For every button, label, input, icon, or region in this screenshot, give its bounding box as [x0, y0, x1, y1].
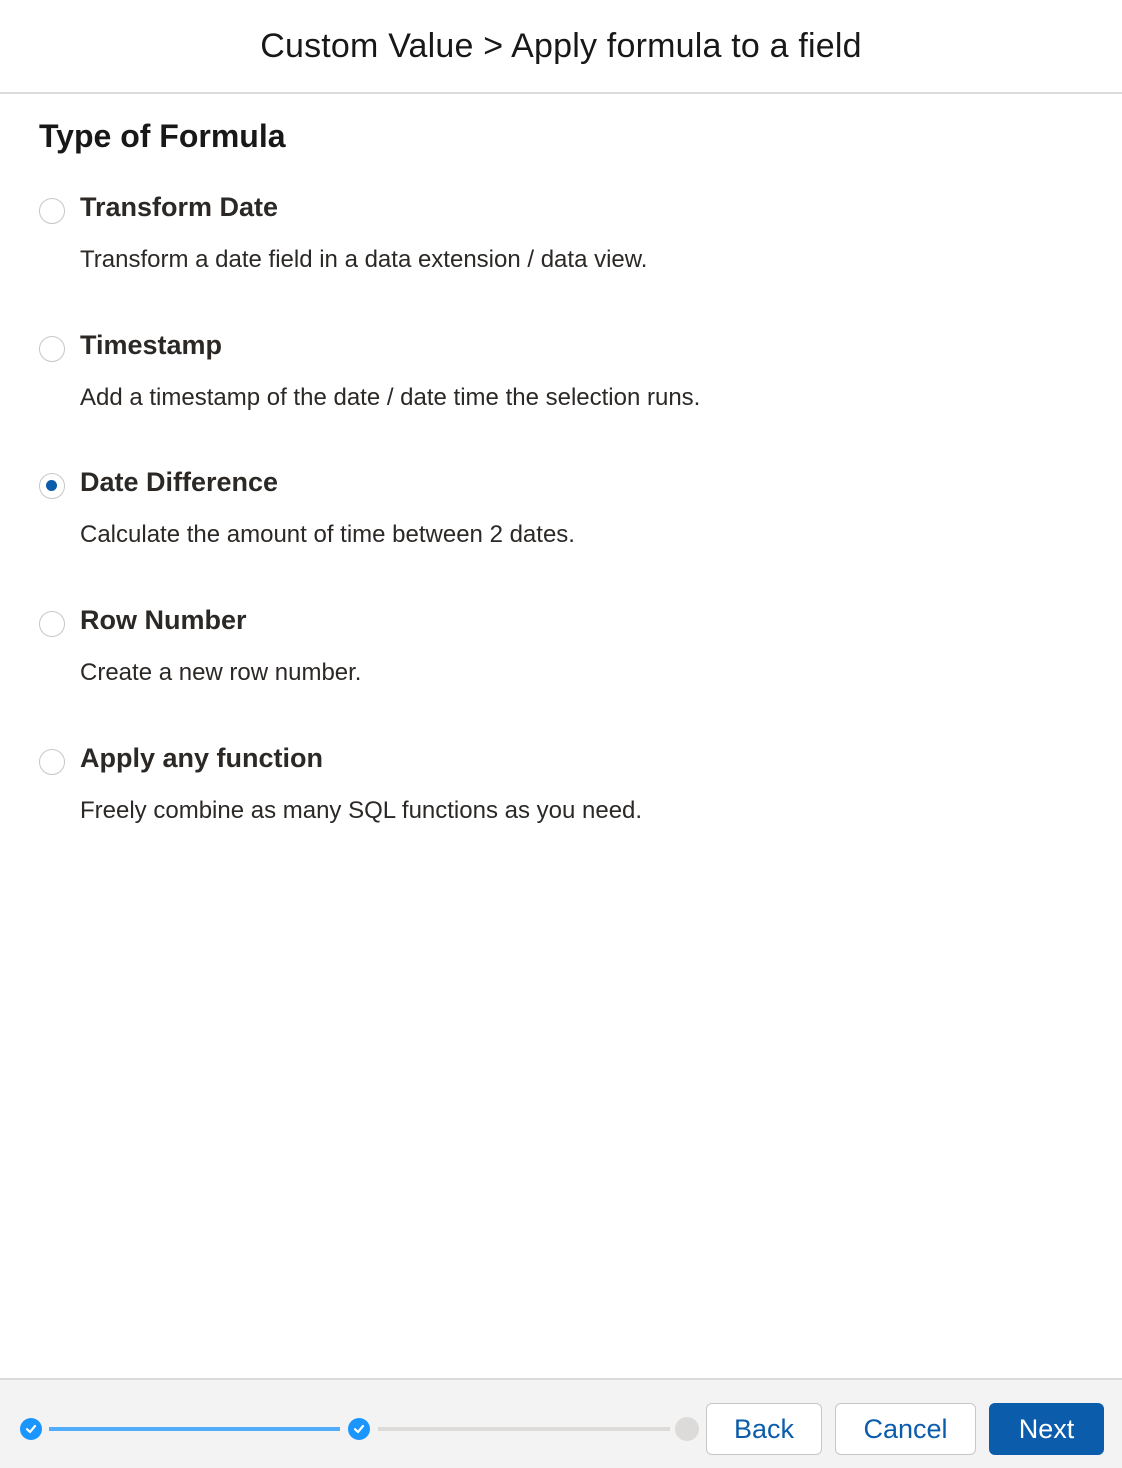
progress-step-3[interactable] — [675, 1417, 699, 1441]
progress-step-1[interactable] — [20, 1418, 42, 1440]
radio-transform-date[interactable] — [39, 198, 65, 224]
option-label[interactable]: Timestamp — [80, 330, 223, 360]
option-label[interactable]: Date Difference — [80, 467, 279, 497]
option-label[interactable]: Row Number — [80, 605, 247, 635]
section-title: Type of Formula — [39, 118, 286, 154]
radio-date-difference[interactable] — [39, 473, 65, 499]
option-description: Add a timestamp of the date / date time the selection runs. — [80, 384, 701, 411]
option-description: Calculate the amount of time between 2 dates. — [80, 521, 575, 548]
progress-step-2[interactable] — [348, 1418, 370, 1440]
modal-footer — [0, 1378, 1122, 1468]
check-icon — [352, 1422, 366, 1436]
radio-timestamp[interactable] — [39, 336, 65, 362]
progress-track-complete — [49, 1427, 340, 1431]
check-icon — [24, 1422, 38, 1436]
option-label[interactable]: Apply any function — [80, 743, 323, 773]
option-description: Create a new row number. — [80, 659, 362, 686]
cancel-button[interactable]: Cancel — [835, 1403, 976, 1455]
option-description: Transform a date field in a data extension / data view. — [80, 246, 648, 273]
option-apply-any-function[interactable] — [39, 737, 1079, 847]
radio-apply-any-function[interactable] — [39, 749, 65, 775]
option-row-number[interactable] — [39, 599, 1079, 709]
next-button[interactable]: Next — [989, 1403, 1104, 1455]
option-date-difference[interactable] — [39, 461, 1079, 571]
back-button[interactable]: Back — [706, 1403, 822, 1455]
option-description: Freely combine as many SQL functions as you need. — [80, 797, 643, 824]
modal-header — [0, 0, 1122, 94]
option-timestamp[interactable] — [39, 324, 1079, 434]
modal-title: Custom Value > Apply formula to a field — [260, 26, 862, 65]
progress-track-incomplete — [378, 1427, 670, 1431]
radio-row-number[interactable] — [39, 611, 65, 637]
option-transform-date[interactable] — [39, 186, 1079, 296]
option-label[interactable]: Transform Date — [80, 192, 279, 222]
